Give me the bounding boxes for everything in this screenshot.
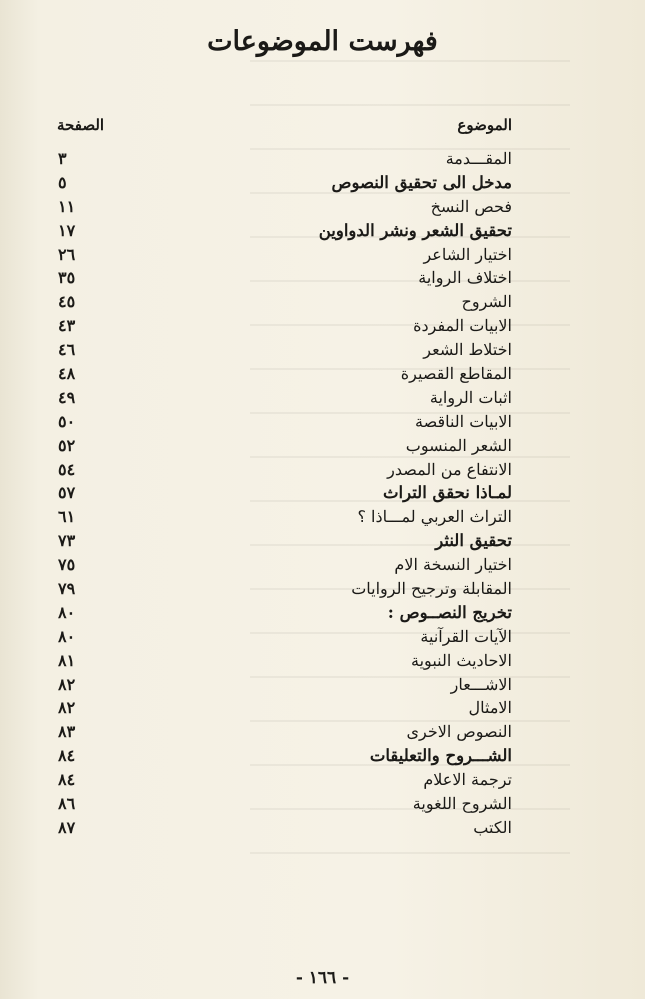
toc-entry-page: ٤٣ (58, 316, 76, 336)
toc-entry-title: فحص النسخ (430, 196, 512, 216)
toc-entry-page: ١١ (58, 196, 76, 216)
toc-entry-page: ٨٢ (58, 698, 76, 718)
toc-entry-page: ٧٣ (58, 531, 76, 551)
toc-entry-page: ٥ (58, 172, 67, 192)
toc-entry-page: ٢٦ (58, 244, 76, 264)
toc-entry-title: الشـــروح والتعليقات (369, 746, 512, 766)
toc-entry-page: ٥٧ (58, 483, 76, 503)
toc-entry-page: ٥٤ (58, 459, 76, 479)
toc-entry-title: الاشـــعار (450, 674, 512, 694)
toc-entry (0, 673, 645, 697)
toc-entry (0, 792, 645, 816)
toc-entry (0, 386, 645, 410)
toc-list (0, 147, 645, 840)
toc-entry-title: اختلاط الشعر (423, 340, 512, 360)
toc-entry (0, 625, 645, 649)
toc-entry-page: ٥٠ (58, 411, 76, 431)
toc-entry-page: ٧٥ (58, 555, 76, 575)
toc-entry-page: ٨٧ (58, 817, 76, 837)
toc-entry-title: اثبات الرواية (429, 387, 512, 407)
toc-entry-title: النصوص الاخرى (406, 722, 512, 742)
column-header-topic: الموضوع (457, 116, 512, 134)
toc-entry-title: الابيات المفردة (413, 316, 512, 336)
page-number: - ١٦٦ - (295, 968, 350, 988)
toc-entry (0, 219, 645, 243)
toc-entry-title: تحقيق الشعر ونشر الدواوين (318, 220, 512, 240)
toc-entry (0, 458, 645, 482)
toc-entry-page: ٨٣ (58, 722, 76, 742)
toc-entry-title: اختلاف الرواية (418, 268, 512, 288)
toc-entry (0, 481, 645, 505)
toc-entry-page: ٨٦ (58, 794, 76, 814)
toc-entry (0, 816, 645, 840)
toc-entry-title: تحقيق النثر (435, 531, 512, 551)
toc-entry-page: ٨١ (58, 650, 76, 670)
toc-entry (0, 147, 645, 171)
toc-entry (0, 362, 645, 386)
toc-entry (0, 266, 645, 290)
toc-entry-title: الانتفاع من المصدر (387, 459, 512, 479)
column-header-page: الصفحة (57, 116, 105, 134)
toc-entry-page: ٤٦ (58, 340, 76, 360)
toc-entry-title: التراث العربي لمـــاذا ؟ (357, 507, 512, 527)
toc-entry-title: الشعر المنسوب (405, 435, 512, 455)
toc-entry-page: ٥٢ (58, 435, 76, 455)
toc-entry-title: اختيار الشاعر (423, 244, 512, 264)
toc-entry-title: الشروح اللغوية (412, 794, 512, 814)
toc-entry-title: مدخل الى تحقيق النصوص (331, 172, 512, 192)
toc-entry-title: لمـاذا نحقق التراث (382, 483, 512, 503)
toc-entry-title: الكتب (473, 817, 512, 837)
toc-entry-title: الاحاديث النبوية (411, 650, 512, 670)
toc-entry-page: ٤٨ (58, 364, 76, 384)
toc-entry-title: ترجمة الاعلام (423, 770, 512, 790)
toc-entry-title: الابيات الناقصة (415, 411, 512, 431)
toc-entry-page: ٤٥ (58, 292, 76, 312)
toc-entry (0, 696, 645, 720)
toc-entry (0, 577, 645, 601)
toc-entry (0, 434, 645, 458)
toc-entry-page: ٣ (58, 149, 67, 168)
toc-entry-title: الامثال (468, 698, 512, 718)
toc-entry (0, 529, 645, 553)
toc-entry-title: المقاطع القصيرة (400, 364, 512, 384)
toc-entry-title: الآيات القرآنية (420, 626, 512, 646)
toc-entry-page: ١٧ (58, 220, 76, 240)
toc-entry-page: ٨٢ (58, 674, 76, 694)
toc-entry-page: ٨٤ (58, 770, 76, 790)
toc-entry-title: الشروح (461, 292, 512, 312)
toc-entry (0, 649, 645, 673)
toc-entry-page: ٤٩ (58, 387, 76, 407)
toc-entry-page: ٨٠ (58, 626, 76, 646)
toc-entry (0, 338, 645, 362)
toc-entry (0, 744, 645, 768)
toc-entry (0, 553, 645, 577)
toc-entry (0, 505, 645, 529)
page-title: فهرست الموضوعات (207, 26, 438, 57)
toc-entry (0, 314, 645, 338)
toc-entry (0, 290, 645, 314)
toc-entry (0, 195, 645, 219)
toc-entry (0, 410, 645, 434)
toc-entry (0, 171, 645, 195)
toc-entry-page: ٦١ (58, 507, 76, 527)
toc-entry (0, 601, 645, 625)
toc-entry-title: اختيار النسخة الام (394, 555, 512, 575)
toc-entry (0, 720, 645, 744)
toc-entry-title: تخريج النصــوص : (387, 602, 512, 622)
toc-entry-title: المقابلة وترجيح الروايات (351, 579, 512, 599)
toc-entry (0, 768, 645, 792)
toc-entry-page: ٨٠ (58, 602, 76, 622)
toc-entry-page: ٨٤ (58, 746, 76, 766)
toc-entry-page: ٣٥ (58, 268, 76, 288)
toc-entry-page: ٧٩ (58, 579, 76, 599)
toc-entry-title: المقـــدمة (445, 149, 512, 168)
toc-entry (0, 243, 645, 267)
